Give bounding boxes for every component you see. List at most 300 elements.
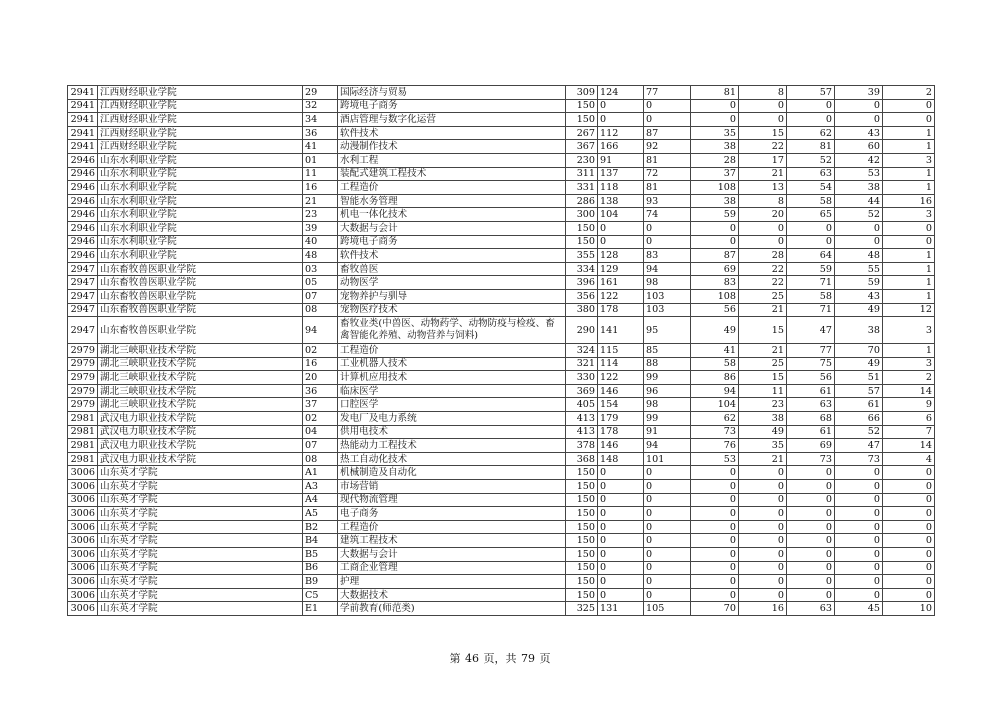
cell-col-8: 59 [691,208,739,222]
cell-school-name: 山东英才学院 [98,480,303,494]
table-row [68,276,935,290]
table-row [68,303,935,317]
cell-col-6: 154 [598,398,644,412]
cell-col-7: 0 [644,480,691,494]
cell-col-6: 0 [598,221,644,235]
cell-col-10: 62 [787,126,835,140]
cell-col-7: 0 [644,575,691,589]
table-row [68,520,935,534]
cell-major-name: 动漫制作技术 [338,140,566,154]
cell-school-code: 2981 [68,425,98,439]
cell-min-score: 286 [566,194,598,208]
cell-col-12: 1 [883,181,935,195]
cell-major-code: 48 [303,249,338,263]
cell-col-10: 64 [787,249,835,263]
table-row [68,534,935,548]
cell-col-6: 118 [598,181,644,195]
cell-school-name: 山东英才学院 [98,466,303,480]
cell-col-6: 128 [598,249,644,263]
cell-col-8: 49 [691,317,739,344]
cell-school-code: 2947 [68,303,98,317]
table-row [68,153,935,167]
table-row [68,289,935,303]
cell-col-6: 122 [598,289,644,303]
cell-col-11: 48 [835,249,883,263]
cell-major-name: 畜牧兽医 [338,262,566,276]
cell-col-9: 16 [739,602,787,616]
cell-col-9: 0 [739,548,787,562]
cell-col-9: 8 [739,194,787,208]
cell-school-name: 山东畜牧兽医职业学院 [98,289,303,303]
cell-col-9: 21 [739,344,787,358]
cell-col-8: 83 [691,276,739,290]
cell-school-code: 2979 [68,384,98,398]
cell-col-11: 39 [835,86,883,100]
cell-col-9: 0 [739,520,787,534]
cell-major-code: 04 [303,425,338,439]
cell-col-6: 0 [598,507,644,521]
cell-col-6: 122 [598,371,644,385]
cell-col-6: 146 [598,439,644,453]
cell-school-name: 山东英才学院 [98,520,303,534]
cell-col-8: 0 [691,235,739,249]
cell-min-score: 324 [566,344,598,358]
cell-col-11: 0 [835,561,883,575]
cell-col-9: 15 [739,126,787,140]
cell-col-6: 178 [598,425,644,439]
cell-col-11: 0 [835,480,883,494]
cell-major-name: 电子商务 [338,507,566,521]
cell-col-9: 0 [739,113,787,127]
cell-major-code: 39 [303,221,338,235]
cell-col-12: 1 [883,167,935,181]
cell-major-name: 装配式建筑工程技术 [338,167,566,181]
cell-col-7: 101 [644,452,691,466]
cell-col-11: 43 [835,289,883,303]
cell-col-7: 77 [644,86,691,100]
cell-col-9: 13 [739,181,787,195]
cell-min-score: 150 [566,113,598,127]
cell-school-name: 山东英才学院 [98,507,303,521]
cell-school-name: 山东水利职业学院 [98,235,303,249]
cell-school-code: 2979 [68,357,98,371]
cell-major-name: 市场营销 [338,480,566,494]
cell-col-7: 81 [644,153,691,167]
cell-min-score: 356 [566,289,598,303]
cell-col-10: 0 [787,561,835,575]
cell-col-7: 103 [644,303,691,317]
cell-school-name: 武汉电力职业技术学院 [98,425,303,439]
cell-col-7: 0 [644,221,691,235]
cell-col-12: 14 [883,384,935,398]
cell-col-6: 141 [598,317,644,344]
cell-min-score: 150 [566,493,598,507]
cell-major-code: 37 [303,398,338,412]
cell-col-7: 0 [644,493,691,507]
cell-school-code: 2946 [68,249,98,263]
cell-col-11: 52 [835,208,883,222]
cell-col-6: 0 [598,113,644,127]
cell-major-code: 36 [303,126,338,140]
cell-col-11: 0 [835,534,883,548]
cell-col-9: 15 [739,317,787,344]
cell-col-12: 0 [883,575,935,589]
cell-col-8: 104 [691,398,739,412]
cell-col-12: 0 [883,221,935,235]
cell-col-6: 148 [598,452,644,466]
cell-col-12: 3 [883,153,935,167]
table-row [68,194,935,208]
cell-col-9: 0 [739,221,787,235]
table-row [68,86,935,100]
cell-col-6: 0 [598,575,644,589]
cell-col-8: 28 [691,153,739,167]
cell-major-code: B4 [303,534,338,548]
cell-col-10: 0 [787,507,835,521]
cell-col-7: 99 [644,371,691,385]
cell-school-code: 3006 [68,507,98,521]
cell-major-name: 学前教育(师范类) [338,602,566,616]
cell-min-score: 150 [566,561,598,575]
cell-major-name: 工业机器人技术 [338,357,566,371]
cell-col-9: 0 [739,507,787,521]
cell-col-12: 1 [883,262,935,276]
cell-col-10: 47 [787,317,835,344]
cell-col-9: 0 [739,480,787,494]
cell-col-8: 0 [691,480,739,494]
cell-col-11: 0 [835,588,883,602]
cell-min-score: 230 [566,153,598,167]
cell-school-code: 2979 [68,398,98,412]
cell-col-12: 1 [883,140,935,154]
cell-school-name: 山东英才学院 [98,575,303,589]
cell-col-7: 72 [644,167,691,181]
cell-major-code: B5 [303,548,338,562]
cell-col-11: 59 [835,276,883,290]
cell-col-11: 0 [835,466,883,480]
cell-col-8: 0 [691,466,739,480]
table-row [68,412,935,426]
table-row [68,249,935,263]
cell-col-6: 104 [598,208,644,222]
cell-major-name: 热能动力工程技术 [338,439,566,453]
table-row [68,548,935,562]
cell-major-code: 16 [303,357,338,371]
cell-school-code: 2941 [68,86,98,100]
cell-min-score: 321 [566,357,598,371]
cell-col-8: 0 [691,221,739,235]
cell-col-8: 86 [691,371,739,385]
cell-col-12: 1 [883,126,935,140]
cell-col-9: 11 [739,384,787,398]
cell-col-9: 38 [739,412,787,426]
cell-col-6: 0 [598,534,644,548]
cell-min-score: 150 [566,575,598,589]
cell-col-10: 73 [787,452,835,466]
cell-major-code: B9 [303,575,338,589]
cell-col-10: 0 [787,534,835,548]
cell-col-11: 55 [835,262,883,276]
cell-major-name: 工商企业管理 [338,561,566,575]
cell-col-7: 0 [644,466,691,480]
cell-min-score: 330 [566,371,598,385]
cell-col-10: 0 [787,113,835,127]
cell-major-code: 16 [303,181,338,195]
cell-col-11: 60 [835,140,883,154]
cell-school-name: 山东英才学院 [98,534,303,548]
cell-col-10: 68 [787,412,835,426]
cell-major-code: C5 [303,588,338,602]
cell-major-name: 机电一体化技术 [338,208,566,222]
cell-col-9: 0 [739,575,787,589]
cell-col-6: 114 [598,357,644,371]
cell-min-score: 396 [566,276,598,290]
cell-col-9: 23 [739,398,787,412]
cell-col-6: 0 [598,493,644,507]
cell-col-9: 22 [739,140,787,154]
cell-school-code: 2979 [68,344,98,358]
cell-col-11: 42 [835,153,883,167]
cell-major-code: 08 [303,452,338,466]
cell-col-8: 0 [691,548,739,562]
cell-min-score: 300 [566,208,598,222]
cell-col-10: 61 [787,384,835,398]
cell-col-6: 115 [598,344,644,358]
table-row [68,575,935,589]
cell-major-name: 智能水务管理 [338,194,566,208]
cell-col-9: 0 [739,99,787,113]
cell-major-code: 02 [303,344,338,358]
cell-col-9: 0 [739,588,787,602]
cell-col-12: 2 [883,371,935,385]
cell-col-9: 28 [739,249,787,263]
cell-col-12: 0 [883,466,935,480]
cell-major-name: 发电厂及电力系统 [338,412,566,426]
cell-col-8: 0 [691,493,739,507]
cell-col-7: 94 [644,262,691,276]
cell-school-code: 2947 [68,289,98,303]
cell-col-11: 47 [835,439,883,453]
cell-col-10: 61 [787,425,835,439]
page-footer: 第 46 页，共 79 页 [449,652,551,665]
cell-school-name: 山东水利职业学院 [98,181,303,195]
cell-col-9: 0 [739,466,787,480]
table-row [68,588,935,602]
cell-major-code: 94 [303,317,338,344]
cell-col-9: 0 [739,561,787,575]
cell-major-name: 跨境电子商务 [338,99,566,113]
cell-col-11: 45 [835,602,883,616]
cell-col-6: 131 [598,602,644,616]
cell-major-code: B6 [303,561,338,575]
cell-col-11: 70 [835,344,883,358]
cell-school-code: 2946 [68,181,98,195]
cell-col-9: 0 [739,534,787,548]
cell-col-11: 38 [835,181,883,195]
cell-school-code: 2947 [68,276,98,290]
cell-col-8: 0 [691,113,739,127]
cell-col-12: 0 [883,113,935,127]
cell-col-8: 76 [691,439,739,453]
cell-col-6: 178 [598,303,644,317]
cell-school-code: 2946 [68,235,98,249]
cell-school-name: 武汉电力职业技术学院 [98,412,303,426]
table-row [68,99,935,113]
cell-school-code: 2981 [68,452,98,466]
cell-col-7: 95 [644,317,691,344]
cell-col-7: 98 [644,398,691,412]
cell-school-name: 武汉电力职业技术学院 [98,452,303,466]
cell-school-code: 2979 [68,371,98,385]
cell-min-score: 413 [566,412,598,426]
cell-col-7: 0 [644,235,691,249]
cell-col-11: 49 [835,357,883,371]
cell-major-code: 11 [303,167,338,181]
cell-col-9: 25 [739,357,787,371]
cell-col-10: 0 [787,548,835,562]
cell-col-11: 38 [835,317,883,344]
table-row [68,208,935,222]
cell-major-name: 现代物流管理 [338,493,566,507]
cell-school-name: 湖北三峡职业技术学院 [98,357,303,371]
cell-min-score: 150 [566,507,598,521]
cell-col-7: 81 [644,181,691,195]
cell-col-7: 0 [644,113,691,127]
cell-col-8: 0 [691,520,739,534]
cell-col-9: 0 [739,493,787,507]
cell-col-9: 22 [739,262,787,276]
cell-major-name: 工程造价 [338,181,566,195]
cell-col-10: 71 [787,276,835,290]
cell-col-10: 81 [787,140,835,154]
cell-min-score: 413 [566,425,598,439]
cell-col-8: 0 [691,507,739,521]
cell-col-6: 0 [598,480,644,494]
cell-col-12: 0 [883,493,935,507]
cell-col-12: 0 [883,588,935,602]
cell-school-code: 2947 [68,262,98,276]
cell-major-name: 工程造价 [338,520,566,534]
cell-col-9: 20 [739,208,787,222]
cell-major-code: E1 [303,602,338,616]
cell-col-12: 2 [883,86,935,100]
cell-school-code: 2946 [68,194,98,208]
cell-major-name: 宠物养护与驯导 [338,289,566,303]
cell-col-6: 161 [598,276,644,290]
cell-min-score: 150 [566,548,598,562]
cell-major-name: 临床医学 [338,384,566,398]
cell-major-code: 05 [303,276,338,290]
table-row [68,384,935,398]
cell-col-12: 14 [883,439,935,453]
cell-school-name: 山东水利职业学院 [98,249,303,263]
cell-min-score: 311 [566,167,598,181]
cell-col-10: 0 [787,99,835,113]
cell-major-code: 23 [303,208,338,222]
cell-min-score: 150 [566,520,598,534]
cell-col-9: 8 [739,86,787,100]
cell-col-10: 0 [787,466,835,480]
cell-school-code: 3006 [68,534,98,548]
cell-school-code: 3006 [68,575,98,589]
cell-col-12: 3 [883,357,935,371]
table-row [68,344,935,358]
cell-col-8: 81 [691,86,739,100]
cell-col-6: 166 [598,140,644,154]
cell-col-7: 0 [644,99,691,113]
cell-major-name: 国际经济与贸易 [338,86,566,100]
cell-major-name: 建筑工程技术 [338,534,566,548]
cell-col-10: 54 [787,181,835,195]
cell-school-name: 山东水利职业学院 [98,153,303,167]
cell-col-12: 1 [883,344,935,358]
cell-major-name: 口腔医学 [338,398,566,412]
cell-col-8: 94 [691,384,739,398]
cell-col-6: 0 [598,466,644,480]
cell-school-code: 3006 [68,466,98,480]
cell-col-11: 66 [835,412,883,426]
cell-col-7: 91 [644,425,691,439]
cell-school-name: 江西财经职业学院 [98,140,303,154]
cell-major-name: 工程造价 [338,344,566,358]
cell-col-11: 51 [835,371,883,385]
cell-major-code: 21 [303,194,338,208]
cell-major-code: 08 [303,303,338,317]
cell-col-10: 77 [787,344,835,358]
cell-col-6: 124 [598,86,644,100]
cell-col-6: 137 [598,167,644,181]
cell-major-name: 大数据技术 [338,588,566,602]
cell-school-code: 2981 [68,412,98,426]
cell-col-10: 58 [787,289,835,303]
cell-col-7: 85 [644,344,691,358]
cell-col-10: 71 [787,303,835,317]
cell-school-code: 3006 [68,548,98,562]
cell-major-code: 07 [303,289,338,303]
table-row [68,221,935,235]
cell-col-8: 108 [691,181,739,195]
cell-col-11: 0 [835,113,883,127]
cell-major-code: A5 [303,507,338,521]
cell-col-10: 0 [787,575,835,589]
table-row [68,167,935,181]
cell-major-code: A1 [303,466,338,480]
cell-school-name: 山东英才学院 [98,602,303,616]
cell-school-name: 江西财经职业学院 [98,113,303,127]
cell-major-name: 畜牧业类(中兽医、动物药学、动物防疫与检疫、畜禽智能化养殖、动物营养与饲料) [338,317,566,344]
cell-major-code: 07 [303,439,338,453]
cell-col-6: 0 [598,235,644,249]
cell-school-name: 武汉电力职业技术学院 [98,439,303,453]
table-row [68,235,935,249]
cell-col-10: 65 [787,208,835,222]
cell-col-10: 63 [787,398,835,412]
cell-col-11: 61 [835,398,883,412]
cell-school-code: 3006 [68,561,98,575]
cell-col-11: 44 [835,194,883,208]
cell-school-code: 2946 [68,221,98,235]
cell-col-8: 35 [691,126,739,140]
cell-col-7: 0 [644,534,691,548]
cell-col-10: 63 [787,167,835,181]
cell-major-name: 跨境电子商务 [338,235,566,249]
cell-col-9: 49 [739,425,787,439]
cell-col-9: 25 [739,289,787,303]
cell-school-code: 3006 [68,588,98,602]
cell-school-code: 2981 [68,439,98,453]
cell-major-name: 大数据与会计 [338,221,566,235]
cell-school-code: 2946 [68,208,98,222]
